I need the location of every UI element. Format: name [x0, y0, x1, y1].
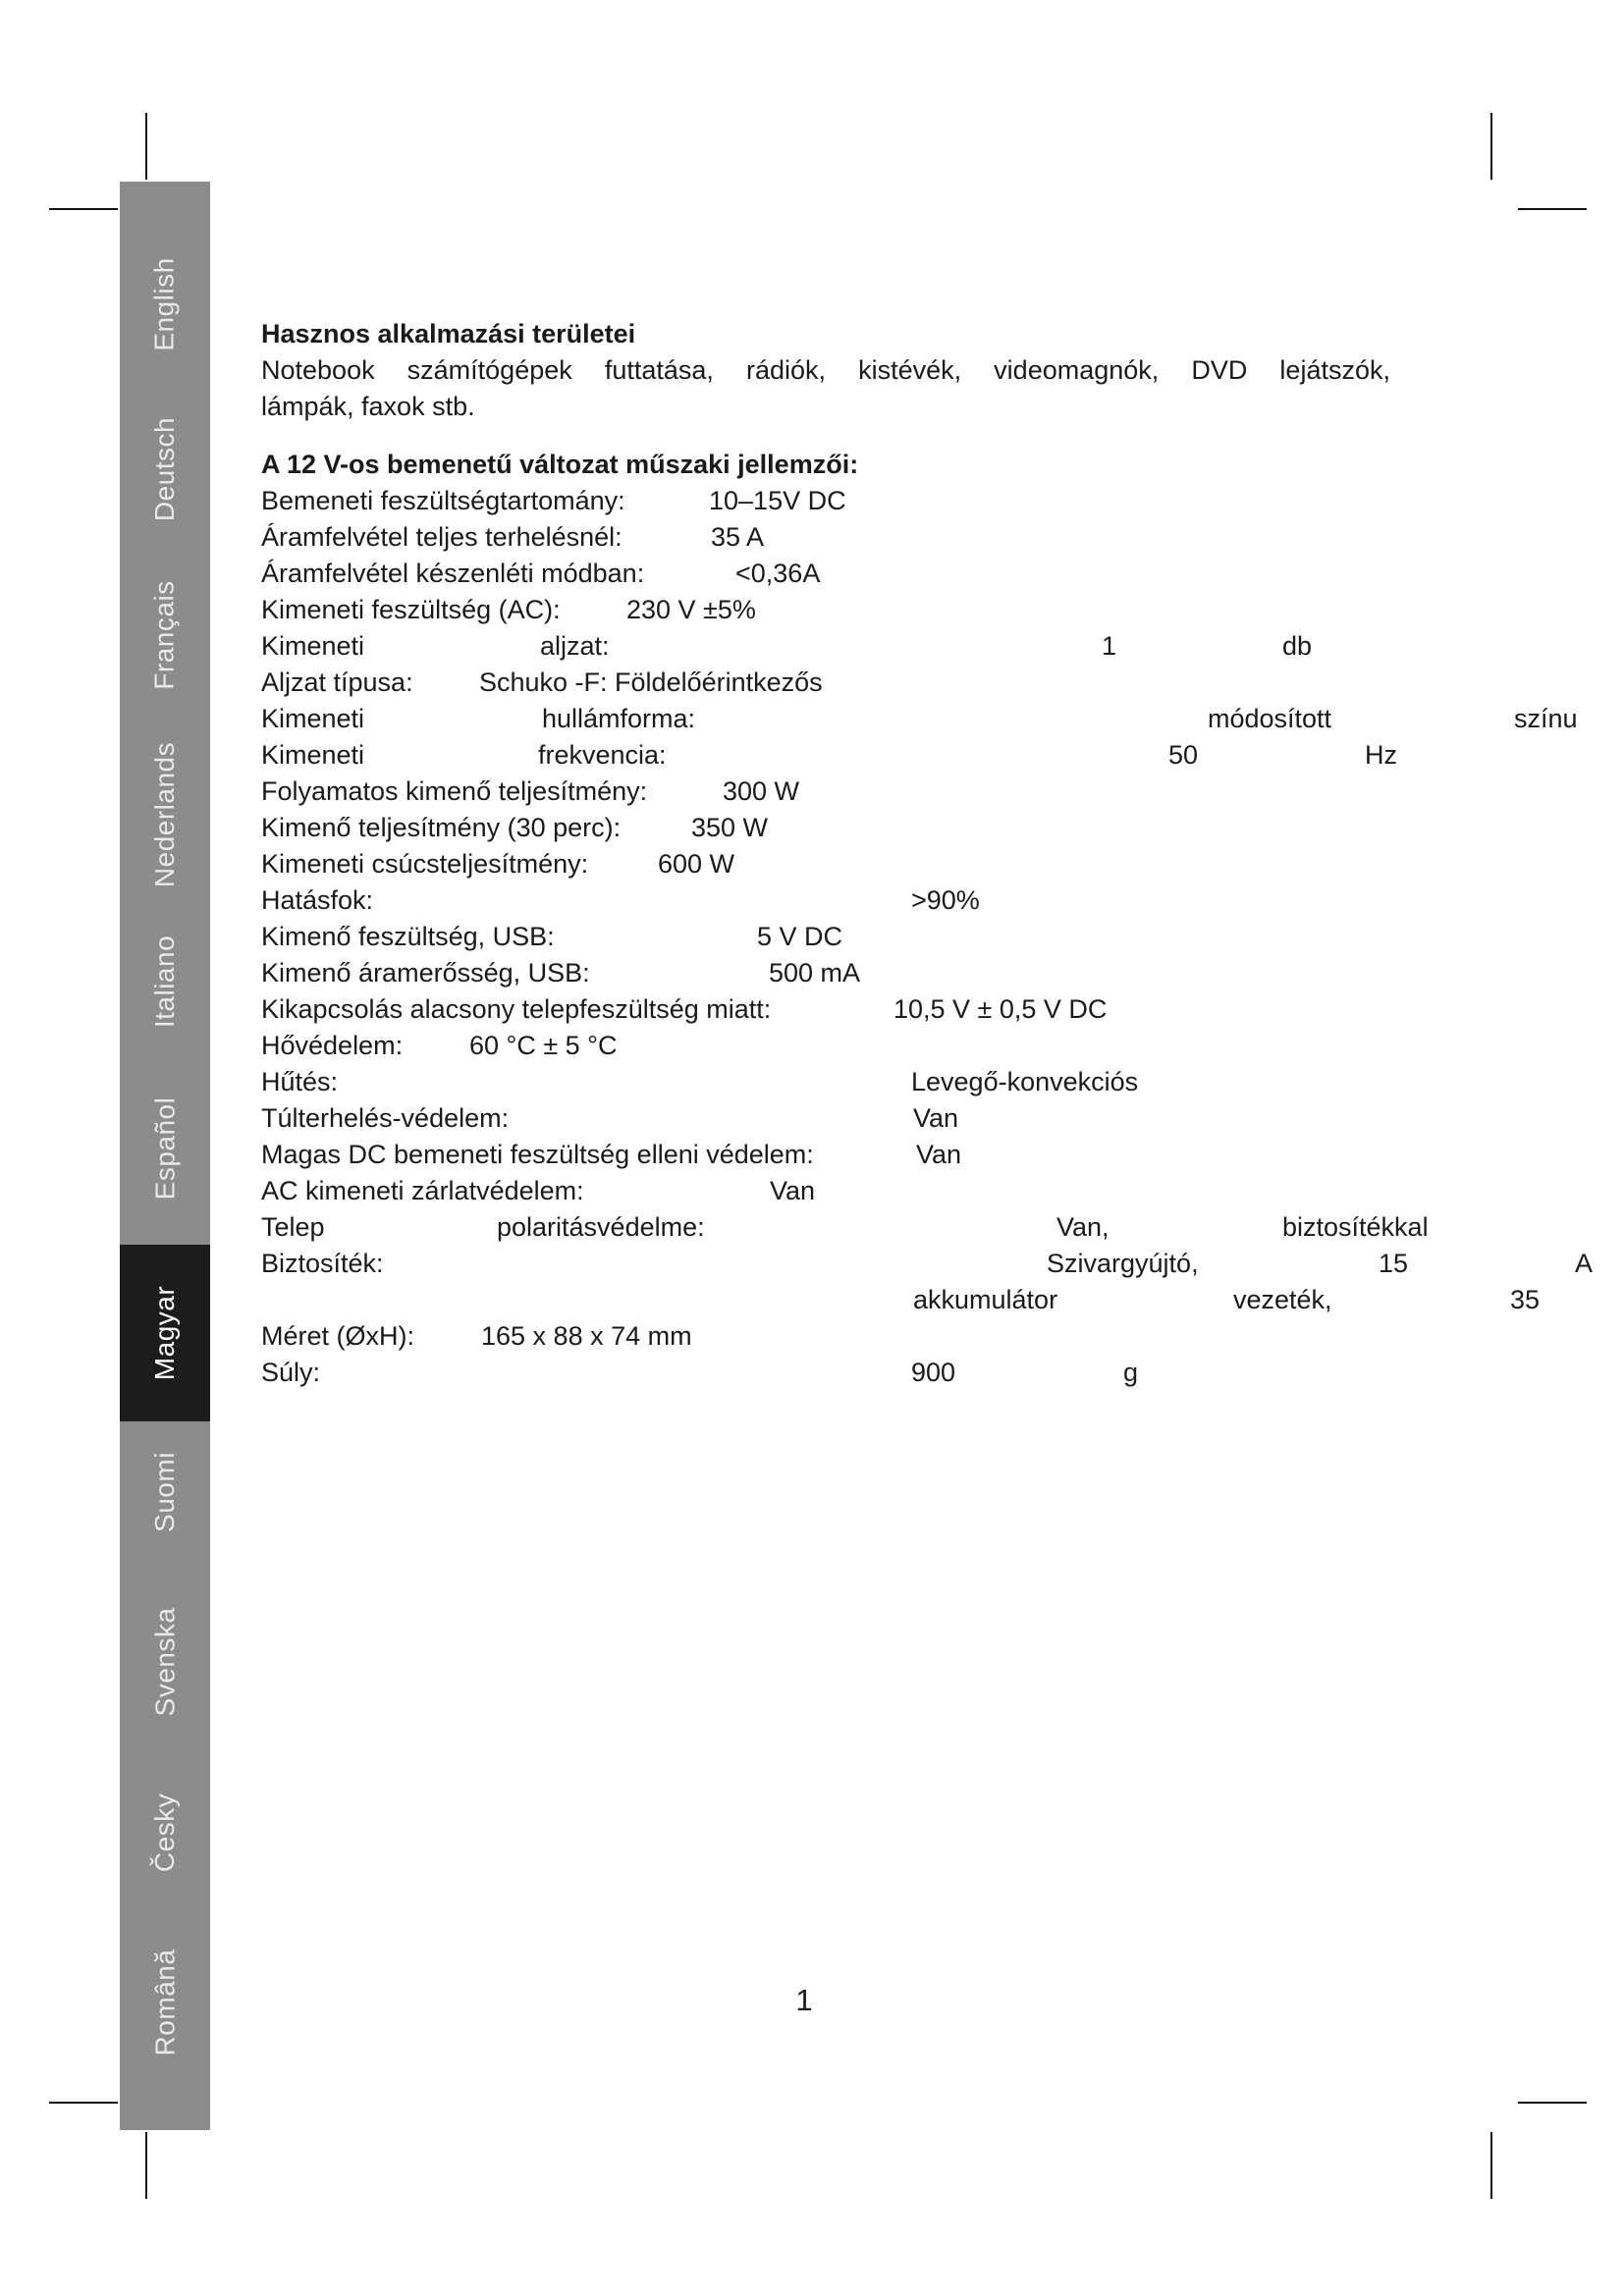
spec-row: [261, 846, 1557, 882]
usage-paragraph-line: Notebook számítógépek futtatása, rádiók, kistévék, videomagnók, DVD lejátszók,: [261, 355, 1390, 385]
spec-row: [261, 1282, 1557, 1318]
spec-value: Levegő-konvekciós: [911, 1067, 1139, 1096]
spec-row: [261, 919, 1557, 955]
spec-label: Súly:: [261, 1358, 321, 1387]
spec-value: 230 V ±5%: [626, 595, 756, 624]
spec-value: 10–15V DC: [709, 486, 846, 515]
spec-row: [261, 1064, 1557, 1100]
spec-value: 165 x 88 x 74 mm: [481, 1321, 692, 1351]
spec-row: [261, 483, 1557, 519]
language-tab-romana[interactable]: Română: [149, 1949, 180, 2056]
spec-row: [261, 1028, 1557, 1064]
language-tab-francais[interactable]: Français: [149, 580, 180, 690]
spec-label: Kikapcsolás alacsony telepfeszültség miatt:: [261, 994, 772, 1024]
spec-value: 600 W: [658, 849, 735, 879]
spec-row: [261, 1355, 1557, 1391]
spec-label: Kimeneti feszültség (AC):: [261, 595, 561, 624]
spec-label: Méret (ØxH):: [261, 1321, 415, 1351]
spec-row: [261, 701, 1578, 737]
spec-label: Túlterhelés-védelem:: [261, 1103, 510, 1133]
spec-label: Telep: [261, 1212, 325, 1242]
spec-label: Kimenő teljesítmény (30 perc):: [261, 813, 622, 842]
spec-label: Hűtés:: [261, 1067, 339, 1096]
spec-row: [261, 1209, 1557, 1246]
language-tab-magyar[interactable]: Magyar: [120, 1245, 210, 1421]
spec-value: 350 W: [691, 813, 769, 842]
spec-row: [261, 737, 1557, 774]
spec-value: 50: [1168, 740, 1199, 770]
spec-row: [261, 628, 1557, 665]
spec-row: [261, 774, 1557, 810]
spec-value: 5 V DC: [757, 922, 843, 951]
spec-value: 10,5 V ± 0,5 V DC: [893, 994, 1108, 1024]
spec-value: 500 mA: [769, 958, 861, 988]
spec-value: Van: [916, 1140, 962, 1169]
spec-row: [261, 556, 1557, 592]
spec-row: [261, 1137, 1557, 1173]
spec-row: [261, 1100, 1557, 1137]
spec-value: 900: [911, 1358, 956, 1387]
spec-value: módosított: [1208, 704, 1332, 733]
usage-paragraph-line: lámpák, faxok stb.: [261, 392, 475, 421]
language-tab-deutsch[interactable]: Deutsch: [149, 416, 180, 522]
spec-value: 35 A: [711, 522, 765, 552]
spec-label: Áramfelvétel teljes terhelésnél:: [261, 522, 623, 552]
language-tab-english[interactable]: English: [149, 257, 180, 351]
spec-value: >90%: [911, 885, 980, 915]
spec-value: 1: [1102, 631, 1117, 661]
spec-value: Hz: [1365, 740, 1397, 770]
spec-value: 35: [1510, 1285, 1541, 1314]
spec-label: frekvencia:: [538, 740, 667, 770]
main-content: [261, 316, 1594, 1391]
spec-value: Van,: [1056, 1212, 1110, 1242]
spec-label: Kimenő áramerősség, USB:: [261, 958, 590, 988]
language-tab-italiano[interactable]: Italiano: [149, 934, 181, 1029]
language-tab-suomi[interactable]: Suomi: [149, 1452, 180, 1532]
spec-label: Bemeneti feszültségtartomány:: [261, 486, 625, 515]
spec-row: [261, 665, 1557, 701]
spec-label: Kimeneti csúcsteljesítmény:: [261, 849, 589, 879]
spec-row: [261, 1173, 1557, 1209]
spec-list: [261, 483, 1594, 1391]
spec-label: Hatásfok:: [261, 885, 374, 915]
spec-value: 15: [1379, 1249, 1409, 1278]
page-number: 1: [795, 1983, 813, 2017]
spec-value: biztosítékkal: [1282, 1212, 1429, 1242]
spec-value: A: [1575, 1249, 1594, 1278]
spec-value: Schuko -F: Földelőérintkezős: [479, 667, 823, 697]
spec-value: 60 °C ± 5 °C: [469, 1031, 618, 1060]
spec-label: Áramfelvétel készenléti módban:: [261, 559, 645, 588]
spec-row: [261, 519, 1557, 556]
spec-value: g: [1123, 1358, 1139, 1387]
language-tab-nederlands[interactable]: Nederlands: [149, 741, 181, 888]
spec-row: [261, 1246, 1594, 1282]
spec-row: [261, 991, 1557, 1028]
spec-label: Magas DC bemeneti feszültség elleni védelem:: [261, 1140, 814, 1169]
usage-heading: Hasznos alkalmazási területei: [261, 319, 636, 348]
spec-value: Van: [770, 1176, 816, 1205]
spec-row: [261, 1318, 1557, 1355]
language-tab-espanol[interactable]: Español: [149, 1096, 180, 1201]
spec-value: színu: [1514, 704, 1578, 733]
spec-label: Aljzat típusa:: [261, 667, 413, 697]
spec-row: [261, 592, 1557, 628]
spec-label: Kimeneti: [261, 740, 365, 770]
spec-value: 300 W: [723, 776, 800, 806]
spec-label: Hővédelem:: [261, 1031, 404, 1060]
spec-row: [261, 882, 1557, 919]
spec-label: Kimeneti: [261, 704, 365, 733]
spec-label: AC kimeneti zárlatvédelem:: [261, 1176, 584, 1205]
spec-value: Van: [913, 1103, 959, 1133]
spec-value: <0,36A: [735, 559, 821, 588]
language-tab-svenska[interactable]: Svenska: [149, 1607, 180, 1717]
spec-value: Szivargyújtó,: [1047, 1249, 1199, 1278]
spec-label: Biztosíték:: [261, 1249, 384, 1278]
specs-heading: A 12 V-os bemenetű változat műszaki jellemzői:: [261, 450, 859, 479]
spec-row: [261, 955, 1557, 991]
spec-label: aljzat:: [540, 631, 610, 661]
language-tab-cesky[interactable]: Česky: [148, 1792, 180, 1873]
spec-row: [261, 810, 1557, 846]
spec-value: akkumulátor: [913, 1285, 1058, 1314]
spec-label: Kimenő feszültség, USB:: [261, 922, 555, 951]
spec-label: Kimeneti: [261, 631, 365, 661]
spec-label: Folyamatos kimenő teljesítmény:: [261, 776, 648, 806]
spec-label: hullámforma:: [542, 704, 696, 733]
spec-value: vezeték,: [1233, 1285, 1332, 1314]
spec-value: db: [1282, 631, 1313, 661]
spec-label: polaritásvédelme:: [497, 1212, 705, 1242]
